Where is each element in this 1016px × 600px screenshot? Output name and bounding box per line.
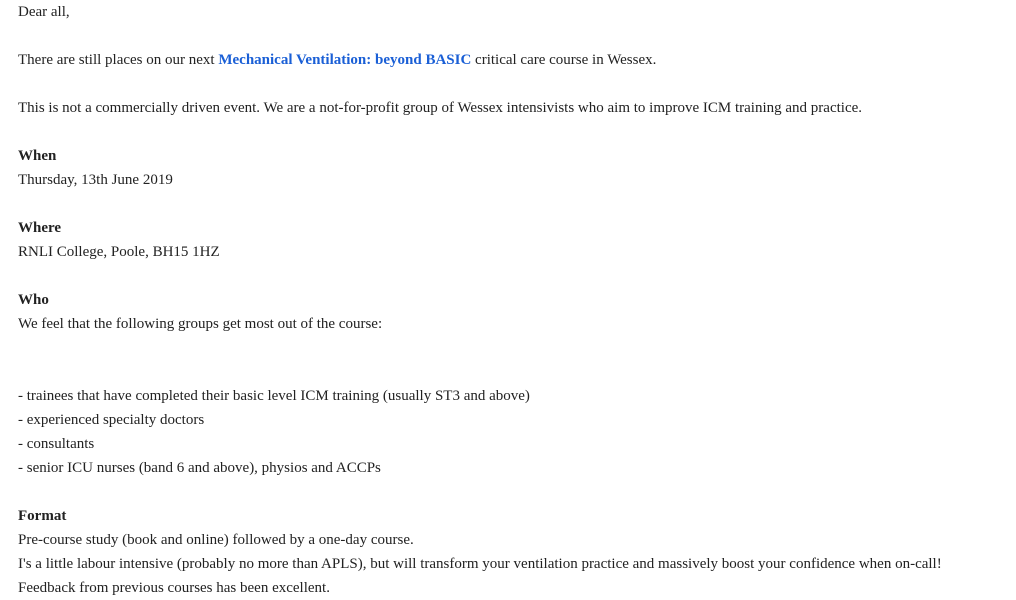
format-heading: Format — [18, 508, 67, 524]
spacer — [18, 72, 1008, 96]
intro-text-after: critical care course in Wessex. — [471, 52, 657, 68]
intro-text-before: There are still places on our next — [18, 52, 219, 68]
spacer — [18, 336, 1008, 360]
spacer — [18, 480, 1008, 504]
who-list — [18, 384, 1008, 480]
spacer — [18, 264, 1008, 288]
list-item: - experienced specialty doctors — [18, 412, 205, 428]
list-item: - trainees that have completed their basic level ICM training (usually ST3 and above) — [18, 388, 530, 404]
where-heading: Where — [18, 220, 62, 236]
when-value: Thursday, 13th June 2019 — [18, 172, 173, 188]
list-item: - consultants — [18, 436, 95, 452]
who-intro: We feel that the following groups get most out of the course: — [18, 316, 383, 332]
format-line: Pre-course study (book and online) followed by a one-day course. — [18, 532, 414, 548]
spacer — [18, 120, 1008, 144]
spacer — [18, 192, 1008, 216]
course-link[interactable]: Mechanical Ventilation: beyond BASIC — [218, 52, 472, 68]
format-line: I's a little labour intensive (probably no more than APLS), but will transform your ventilation practice and massively boost your confidence when on-call! — [18, 556, 942, 572]
when-heading: When — [18, 148, 57, 164]
intro-paragraph — [18, 48, 1008, 72]
list-item: - senior ICU nurses (band 6 and above), physios and ACCPs — [18, 460, 381, 476]
email-body — [18, 0, 1008, 600]
who-heading: Who — [18, 292, 49, 308]
greeting: Dear all, — [18, 4, 70, 20]
where-value: RNLI College, Poole, BH15 1HZ — [18, 244, 220, 260]
spacer — [18, 360, 1008, 384]
statement-paragraph: This is not a commercially driven event. We are a not-for-profit group of Wessex intensivists who aim to improve ICM training and practice. — [18, 100, 863, 116]
format-line: Feedback from previous courses has been excellent. — [18, 580, 330, 596]
spacer — [18, 24, 1008, 48]
